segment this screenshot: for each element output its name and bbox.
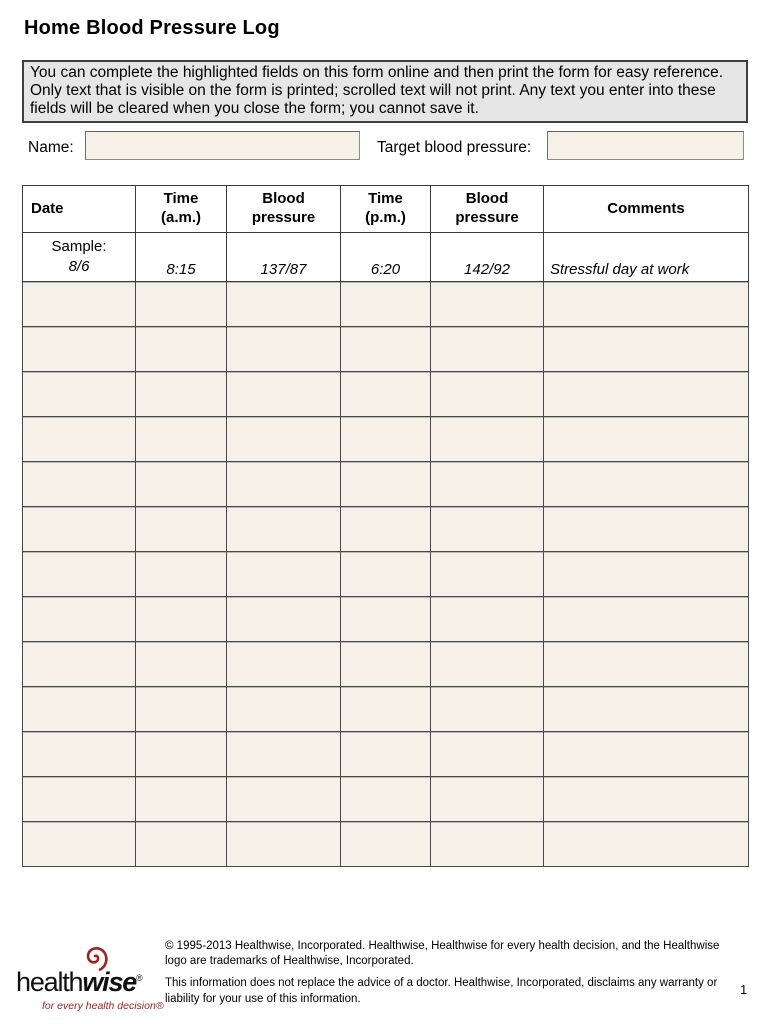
time-pm-input[interactable] <box>341 461 431 506</box>
col-header-comments: Comments <box>544 186 749 233</box>
log-empty-row <box>23 371 749 416</box>
time-pm-input[interactable] <box>341 281 431 326</box>
time-pm-input[interactable] <box>341 371 431 416</box>
time-pm-input[interactable] <box>341 551 431 596</box>
log-empty-row <box>23 821 749 866</box>
time-pm-input[interactable] <box>341 731 431 776</box>
bp-am-input[interactable] <box>227 596 341 641</box>
bp-pm-input[interactable] <box>431 326 544 371</box>
date-input[interactable] <box>23 551 136 596</box>
logo-registered-mark: ® <box>136 973 143 983</box>
comments-input[interactable] <box>544 641 749 686</box>
date-input[interactable] <box>23 416 136 461</box>
sample-row <box>23 233 749 282</box>
time-pm-input[interactable] <box>341 416 431 461</box>
date-input[interactable] <box>23 686 136 731</box>
log-empty-row <box>23 686 749 731</box>
bp-log-table <box>22 185 749 867</box>
date-input[interactable] <box>23 506 136 551</box>
col-header-bp-am: Blood pressure <box>227 186 341 233</box>
bp-pm-input[interactable] <box>431 731 544 776</box>
bp-am-input[interactable] <box>227 416 341 461</box>
bp-pm-input[interactable] <box>431 461 544 506</box>
log-empty-row <box>23 326 749 371</box>
log-empty-row <box>23 596 749 641</box>
instructions-box: You can complete the highlighted fields on this form online and then print the form for easy reference. Only text that is visible on the form is printed; scrolled text will not print. Any text you enter into these fields will be cleared when you close the form; you cannot save it. <box>22 60 748 123</box>
bp-am-input[interactable] <box>227 551 341 596</box>
comments-input[interactable] <box>544 461 749 506</box>
log-empty-row <box>23 281 749 326</box>
comments-input[interactable] <box>544 821 749 866</box>
log-empty-row <box>23 551 749 596</box>
sample-time-am-cell: 8:15 <box>136 233 227 282</box>
bp-pm-input[interactable] <box>431 506 544 551</box>
sample-date-cell: Sample: 8/6 <box>23 233 136 282</box>
page-number: 1 <box>740 982 748 997</box>
time-am-input[interactable] <box>136 821 227 866</box>
date-input[interactable] <box>23 596 136 641</box>
time-pm-input[interactable] <box>341 326 431 371</box>
name-input[interactable] <box>85 131 360 160</box>
log-empty-row <box>23 461 749 506</box>
bp-am-input[interactable] <box>227 821 341 866</box>
time-pm-input[interactable] <box>341 821 431 866</box>
time-am-input[interactable] <box>136 641 227 686</box>
sample-comments-cell: Stressful day at work <box>544 233 749 282</box>
time-am-input[interactable] <box>136 776 227 821</box>
time-am-input[interactable] <box>136 731 227 776</box>
bp-am-input[interactable] <box>227 461 341 506</box>
bp-am-input[interactable] <box>227 506 341 551</box>
target-bp-label: Target blood pressure: <box>377 139 532 156</box>
col-header-time-am: Time (a.m.) <box>136 186 227 233</box>
comments-input[interactable] <box>544 416 749 461</box>
time-pm-input[interactable] <box>341 596 431 641</box>
date-input[interactable] <box>23 281 136 326</box>
time-am-input[interactable] <box>136 371 227 416</box>
time-pm-input[interactable] <box>341 506 431 551</box>
bp-am-input[interactable] <box>227 371 341 416</box>
bp-pm-input[interactable] <box>431 371 544 416</box>
time-pm-input[interactable] <box>341 686 431 731</box>
col-header-date: Date <box>23 186 136 233</box>
log-empty-row <box>23 416 749 461</box>
comments-input[interactable] <box>544 776 749 821</box>
comments-input[interactable] <box>544 596 749 641</box>
header-row <box>23 186 749 233</box>
comments-input[interactable] <box>544 686 749 731</box>
time-am-input[interactable] <box>136 686 227 731</box>
comments-input[interactable] <box>544 551 749 596</box>
copyright-text: © 1995-2013 Healthwise, Incorporated. Healthwise, Healthwise for every health decision, and the Healthwise logo are trademarks of Healthwise, Incorporated. <box>165 940 720 968</box>
footer-legal <box>165 939 731 1007</box>
sample-time-pm-cell: 6:20 <box>341 233 431 282</box>
name-label: Name: <box>28 139 74 156</box>
time-am-input[interactable] <box>136 461 227 506</box>
bp-pm-input[interactable] <box>431 686 544 731</box>
time-am-input[interactable] <box>136 551 227 596</box>
bp-pm-input[interactable] <box>431 821 544 866</box>
date-input[interactable] <box>23 461 136 506</box>
bp-pm-input[interactable] <box>431 281 544 326</box>
date-input[interactable] <box>23 371 136 416</box>
bp-pm-input[interactable] <box>431 416 544 461</box>
bp-pm-input[interactable] <box>431 776 544 821</box>
time-am-input[interactable] <box>136 281 227 326</box>
comments-input[interactable] <box>544 371 749 416</box>
disclaimer-text: This information does not replace the advice of a doctor. Healthwise, Incorporated, disclaims any warranty or liability for your use of this information. <box>165 977 718 1005</box>
log-empty-row <box>23 641 749 686</box>
col-header-time-pm: Time (p.m.) <box>341 186 431 233</box>
bp-am-input[interactable] <box>227 281 341 326</box>
sample-bp-pm-cell: 142/92 <box>431 233 544 282</box>
time-am-input[interactable] <box>136 596 227 641</box>
time-am-input[interactable] <box>136 506 227 551</box>
date-input[interactable] <box>23 326 136 371</box>
logo-text-health: health <box>16 967 83 997</box>
sample-bp-am-cell: 137/87 <box>227 233 341 282</box>
page-title: Home Blood Pressure Log <box>24 17 280 39</box>
bp-pm-input[interactable] <box>431 551 544 596</box>
bp-am-input[interactable] <box>227 686 341 731</box>
bp-am-input[interactable] <box>227 731 341 776</box>
time-pm-input[interactable] <box>341 776 431 821</box>
comments-input[interactable] <box>544 506 749 551</box>
logo-tagline: for every health decision® <box>42 1000 164 1012</box>
date-input[interactable] <box>23 821 136 866</box>
logo-text-wise: wise <box>82 967 137 997</box>
target-bp-input[interactable] <box>547 131 744 160</box>
bp-am-input[interactable] <box>227 326 341 371</box>
comments-input[interactable] <box>544 326 749 371</box>
bp-pm-input[interactable] <box>431 596 544 641</box>
comments-input[interactable] <box>544 731 749 776</box>
log-table-body <box>23 233 749 867</box>
time-pm-input[interactable] <box>341 641 431 686</box>
comments-input[interactable] <box>544 281 749 326</box>
bp-pm-input[interactable] <box>431 641 544 686</box>
log-empty-row <box>23 506 749 551</box>
time-am-input[interactable] <box>136 326 227 371</box>
date-input[interactable] <box>23 776 136 821</box>
bp-am-input[interactable] <box>227 641 341 686</box>
bp-am-input[interactable] <box>227 776 341 821</box>
col-header-bp-pm: Blood pressure <box>431 186 544 233</box>
date-input[interactable] <box>23 731 136 776</box>
date-input[interactable] <box>23 641 136 686</box>
log-empty-row <box>23 731 749 776</box>
log-empty-row <box>23 776 749 821</box>
time-am-input[interactable] <box>136 416 227 461</box>
